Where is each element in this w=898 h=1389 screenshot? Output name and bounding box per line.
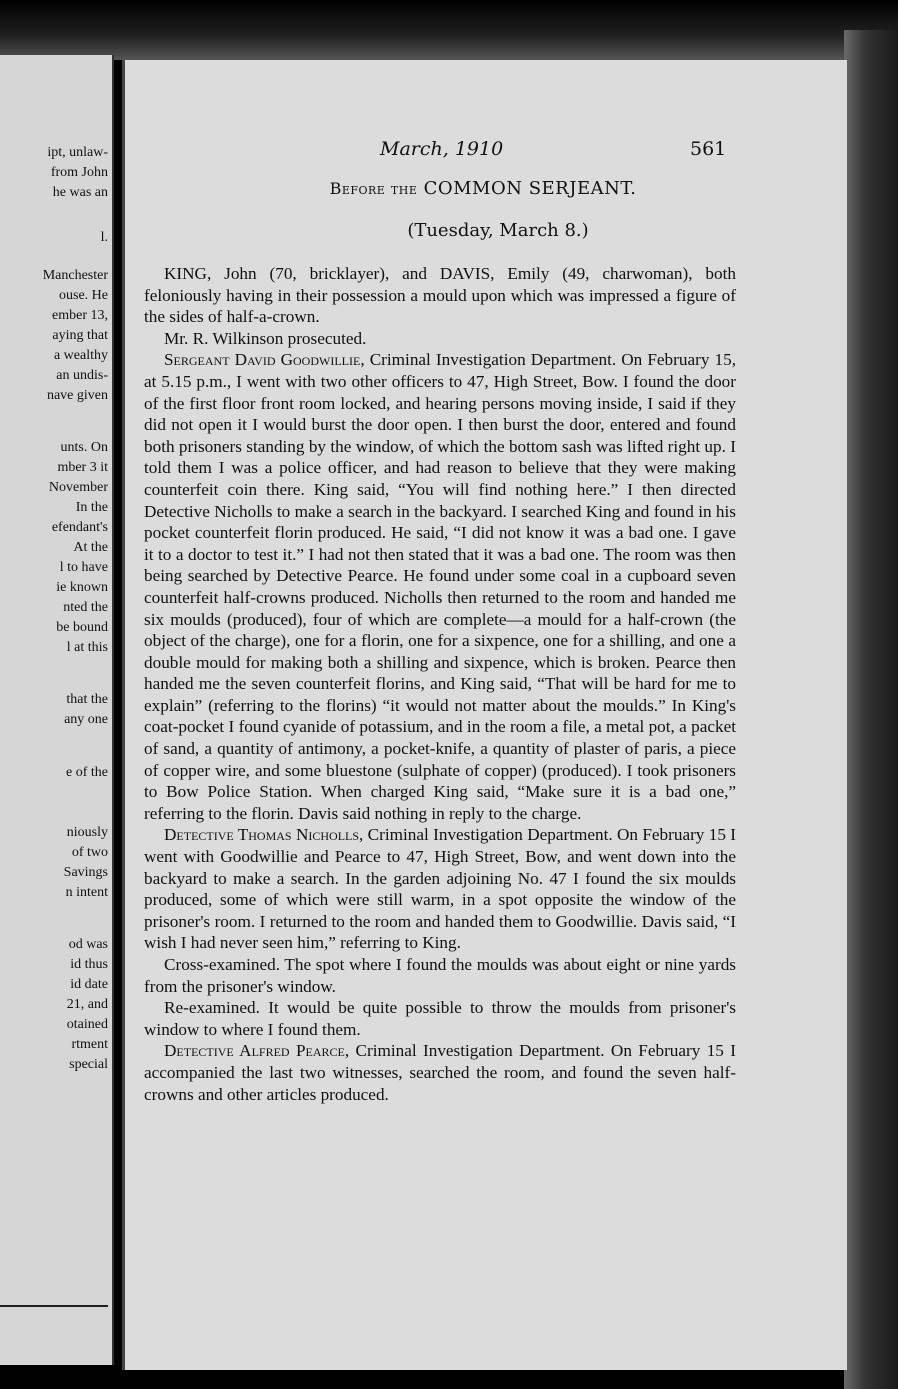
- left-page-line: special: [69, 1057, 108, 1072]
- paragraph-text: Re-examined. It would be quite possible to throw the moulds from prisoner's window to where I found them.: [144, 998, 736, 1039]
- paragraph-p7: [144, 1040, 736, 1105]
- left-page-line: a wealthy: [53, 348, 108, 363]
- paragraph-text: Criminal Investigation Department. On February 15, at 5.15 p.m., I went with two other officers to 47, High Street, Bow. I found the door of the first floor front room locked, and hearing persons moving inside, I said if they did not open it I would burst the door open. I then burst the door, entered and found both prisoners standing by the window, of which the bottom sash was lifted right up. I told them I was a police officer, and had reason to believe that they were making counterfeit coin there. King said, “You will find nothing here.” I then directed Detective Nicholls to make a search in the backyard. I searched King and found in his pocket counterfeit florin produced. He said, “I did not know it was a bad one. I gave it to a doctor to test it.” I had not then stated that it was a bad one. The room was then being searched by Detective Pearce. He found under some coal in a cupboard seven counterfeit half-crowns produced. Nicholls then returned to the room and handed me six moulds (produced), four of which are complete—a mould for a half-crown (the object of the charge), one for a florin, one for a sixpence, one for a shilling, and one a double mould for making both a shilling and sixpence, which is broken. Pearce then handed me the seven counterfeit florins, and King said, “That will be hard for me to explain” (referring to the florins) “it would not matter about the moulds.” In King's coat-pocket I found cyanide of potassium, and in the room a file, a metal pot, a packet of sand, a quantity of antimony, a pocket-knife, a quantity of plaster of paris, a piece of copper wire, and some bluestone (sulphate of copper) (produced). I took prisoners to Bow Police Station. When charged King said, “Make sure it is a bad one,” referring to the florin. Davis said nothing in reply to the charge.: [144, 350, 736, 823]
- left-page-line: aying that: [52, 328, 108, 343]
- left-page-line: l.: [100, 230, 108, 245]
- witness-name: Sergeant David Goodwillie,: [164, 350, 365, 370]
- paragraph-p2: [144, 328, 736, 350]
- paragraph-text: Cross-examined. The spot where I found the moulds was about eight or nine yards from the prisoner's window.: [144, 955, 736, 996]
- court-heading: [122, 178, 844, 199]
- left-page-line: ouse. He: [59, 288, 108, 303]
- paragraph-p3: [144, 349, 736, 824]
- left-page-line: efendant's: [51, 520, 108, 535]
- left-page-line: nted the: [63, 600, 108, 615]
- paragraph-text: Criminal Investigation Department. On February 15 I accompanied the last two witnesses, searched the room, and found the seven half-crowns and other articles produced.: [144, 1041, 736, 1104]
- witness-name: Detective Thomas Nicholls,: [164, 825, 364, 845]
- left-page-line: that the: [66, 692, 108, 707]
- left-page-line: In the: [75, 500, 108, 515]
- court-name: COMMON SERJEANT.: [423, 178, 637, 199]
- left-page-line: Savings: [63, 865, 108, 880]
- left-page-line: rtment: [71, 1037, 108, 1052]
- left-page-line: November: [48, 480, 108, 495]
- paragraph-text: Mr. R. Wilkinson prosecuted.: [164, 328, 367, 348]
- left-page-line: niously: [66, 825, 108, 840]
- left-page-line: any one: [64, 712, 108, 727]
- left-page-line: ember 13,: [52, 308, 108, 323]
- paragraph-text: Criminal Investigation Department. On February 15 I went with Goodwillie and Pearce to 47, High Street, Bow, and went down into the backyard to make a search. In the garden adjoining No. 47 I found the six moulds produced, some of which were still warm, in a spot opposite the window of the prisoner's room. I returned to the room and handed them to Goodwillie. Davis said, “I wish I had never seen him,” referring to King.: [144, 825, 736, 953]
- paragraph-text: KING, John (70, bricklayer), and DAVIS, Emily (49, charwoman), both feloniously having in their possession a mould upon which was impressed a figure of the sides of half-a-crown.: [144, 264, 736, 327]
- session-date: (Tuesday, March 8.): [407, 220, 589, 241]
- left-page-line: id thus: [70, 957, 108, 972]
- paragraph-p6: [144, 997, 736, 1040]
- left-page-line: e of the: [66, 765, 108, 780]
- left-page-line: of two: [71, 845, 108, 860]
- dark-background-top: [0, 0, 898, 60]
- left-page-line: At the: [73, 540, 108, 555]
- left-page-line: Manchester: [42, 268, 108, 283]
- witness-name: Detective Alfred Pearce,: [164, 1041, 350, 1061]
- book-edge: [844, 30, 898, 1389]
- page-number: 561: [690, 138, 727, 160]
- left-page-line: from John: [50, 165, 108, 180]
- left-page-line: n intent: [65, 885, 108, 900]
- left-page-line: od was: [68, 937, 108, 952]
- left-page-line: ipt, unlaw-: [47, 145, 108, 160]
- paragraph-p5: [144, 954, 736, 997]
- left-page-line: otained: [66, 1017, 108, 1032]
- paragraph-p4: [144, 824, 736, 954]
- body-text: [144, 263, 736, 1105]
- left-page-line: 21, and: [66, 997, 108, 1012]
- paragraph-p1: [144, 263, 736, 328]
- left-page-line: be bound: [56, 620, 108, 635]
- left-page-line: ie known: [56, 580, 108, 595]
- left-page-line: mber 3 it: [57, 460, 108, 475]
- left-page-line: l at this: [66, 640, 108, 655]
- left-page-rule: [0, 1305, 108, 1307]
- running-head-date: March, 1910: [380, 138, 504, 160]
- left-page-line: nave given: [46, 388, 108, 403]
- left-page-line: he was an: [52, 185, 108, 200]
- court-prefix: Before the: [329, 179, 418, 198]
- left-page-line: an undis-: [56, 368, 108, 383]
- left-page-fragment: [0, 55, 114, 1365]
- left-page-line: l to have: [59, 560, 108, 575]
- left-page-line: unts. On: [60, 440, 108, 455]
- left-page-line: id date: [70, 977, 108, 992]
